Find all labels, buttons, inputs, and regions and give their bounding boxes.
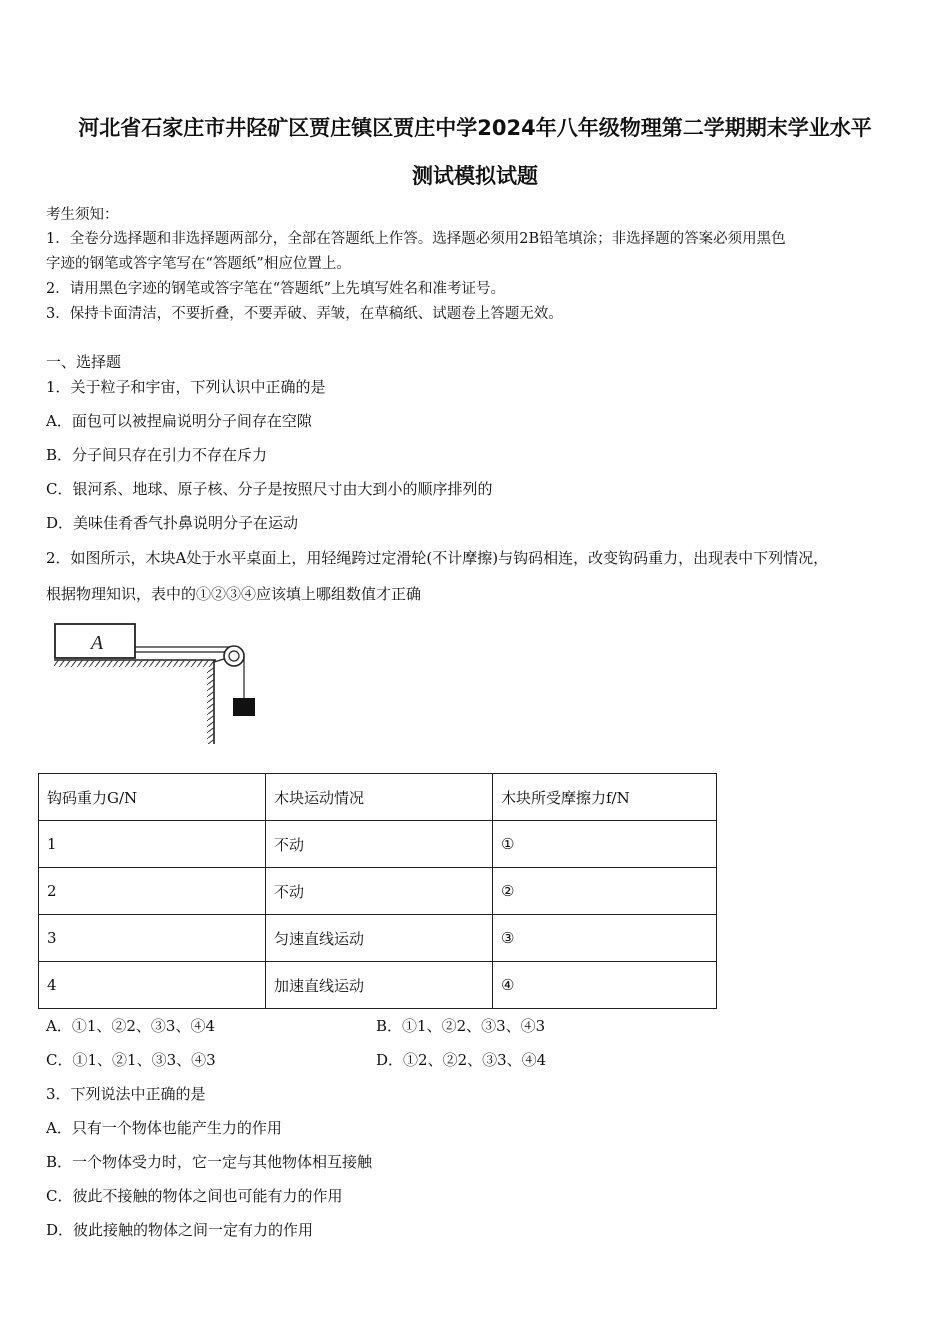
cell-friction: ③ bbox=[493, 915, 717, 962]
q1-stem: 1．关于粒子和宇宙，下列认识中正确的是 bbox=[46, 378, 326, 396]
notice-item-1a: 1．全卷分选择题和非选择题两部分，全部在答题纸上作答。选择题必须用2B铅笔填涂；非选择题的答案必须用黑色 bbox=[46, 231, 786, 247]
cell-friction: ② bbox=[493, 868, 717, 915]
cell-friction: ④ bbox=[493, 962, 717, 1009]
table-row bbox=[39, 962, 717, 1009]
q1-option-b: B．分子间只存在引力不存在斥力 bbox=[46, 446, 268, 464]
hook-weight bbox=[233, 698, 255, 716]
friction-table bbox=[38, 773, 717, 1009]
q1-option-c: C．银河系、地球、原子核、分子是按照尺寸由大到小的顺序排列的 bbox=[46, 480, 493, 498]
q3-stem: 3．下列说法中正确的是 bbox=[46, 1085, 206, 1103]
cell-motion: 匀速直线运动 bbox=[266, 915, 493, 962]
q2-option-a: A．①1、②2、③3、④4 bbox=[46, 1017, 216, 1035]
q2-stem-line2: 根据物理知识，表中的①②③④应该填上哪组数值才正确 bbox=[46, 585, 422, 603]
table-edge-hatch bbox=[207, 667, 214, 744]
cell-motion: 不动 bbox=[266, 868, 493, 915]
cell-motion: 加速直线运动 bbox=[266, 962, 493, 1009]
q3-option-c: C．彼此不接触的物体之间也可能有力的作用 bbox=[46, 1187, 343, 1205]
q2-option-b: B．①1、②2、③3、④3 bbox=[376, 1017, 546, 1035]
notice-item-1b: 字迹的钢笔或答字笔写在“答题纸”相应位置上。 bbox=[46, 256, 351, 272]
table-header-row bbox=[39, 774, 717, 821]
cell-weight: 1 bbox=[39, 821, 266, 868]
table-row bbox=[39, 868, 717, 915]
q2-stem-line1: 2．如图所示，木块A处于水平桌面上，用轻绳跨过定滑轮(不计摩擦)与钩码相连，改变钩码重力，出现表中下列情况， bbox=[46, 549, 829, 567]
cell-friction: ① bbox=[493, 821, 717, 868]
cell-weight: 4 bbox=[39, 962, 266, 1009]
cell-weight: 3 bbox=[39, 915, 266, 962]
document-title-line1: 河北省石家庄市井陉矿区贾庄镇区贾庄中学2024年八年级物理第二学期期末学业水平 bbox=[78, 116, 872, 140]
notice-item-3: 3．保持卡面清洁，不要折叠，不要弄破、弄皱，在草稿纸、试题卷上答题无效。 bbox=[46, 306, 563, 322]
q3-option-a: A．只有一个物体也能产生力的作用 bbox=[46, 1119, 282, 1137]
notice-item-2: 2．请用黑色字迹的钢笔或答字笔在“答题纸”上先填写姓名和准考证号。 bbox=[46, 281, 506, 297]
notice-heading: 考生须知： bbox=[46, 207, 119, 223]
block-a-label: A bbox=[90, 632, 104, 654]
q2-option-d: D．①2、②2、③3、④4 bbox=[376, 1051, 547, 1069]
header-weight: 钩码重力G/N bbox=[39, 774, 266, 821]
q3-option-d: D．彼此接触的物体之间一定有力的作用 bbox=[46, 1221, 314, 1239]
q1-option-a: A．面包可以被捏扁说明分子间存在空隙 bbox=[46, 412, 312, 430]
document-title-line2: 测试模拟试题 bbox=[412, 164, 538, 188]
table-hatch bbox=[54, 660, 214, 667]
pulley-diagram bbox=[48, 618, 268, 748]
section-heading: 一、选择题 bbox=[46, 353, 122, 371]
q3-option-b: B．一个物体受力时，它一定与其他物体相互接触 bbox=[46, 1153, 373, 1171]
header-friction: 木块所受摩擦力f/N bbox=[493, 774, 717, 821]
table-row bbox=[39, 915, 717, 962]
cell-weight: 2 bbox=[39, 868, 266, 915]
header-motion: 木块运动情况 bbox=[266, 774, 493, 821]
table-row bbox=[39, 821, 717, 868]
pulley-hub bbox=[229, 651, 239, 661]
q1-option-d: D．美味佳肴香气扑鼻说明分子在运动 bbox=[46, 514, 299, 532]
q2-option-c: C．①1、②1、③3、④3 bbox=[46, 1051, 216, 1069]
cell-motion: 不动 bbox=[266, 821, 493, 868]
